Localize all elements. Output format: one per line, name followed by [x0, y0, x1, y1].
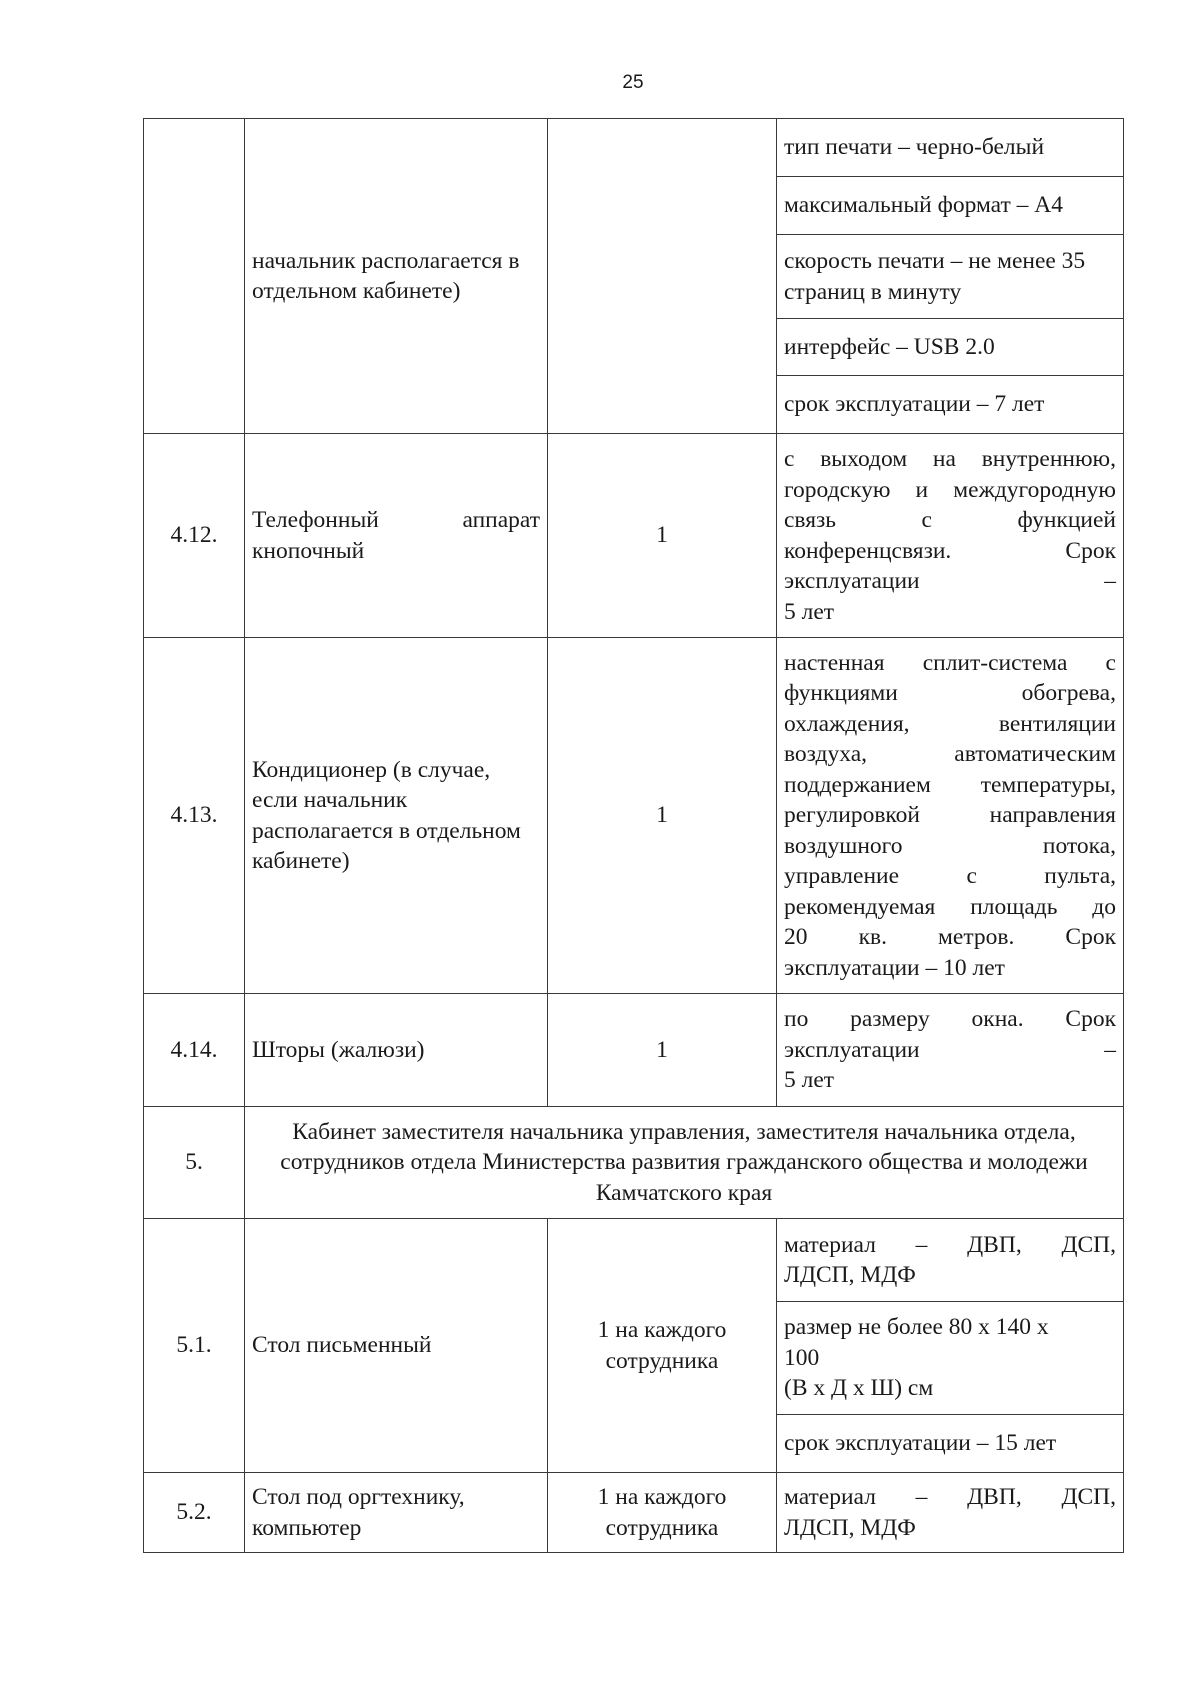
- table-row: [144, 994, 1124, 1107]
- page-number: 25: [622, 72, 644, 93]
- spec-cell: [777, 994, 1124, 1107]
- spec-line: эксплуатации – 10 лет: [784, 954, 1005, 981]
- spec-line: 100: [784, 1344, 820, 1371]
- item-name-line: кнопочный: [252, 537, 365, 564]
- spec-line: эксплуатации –: [784, 1036, 1116, 1063]
- spec-cell: интерфейс – USB 2.0: [777, 319, 1124, 376]
- item-name-cell: Стол под оргтехнику, компьютер: [245, 1473, 548, 1553]
- spec-line: 5 лет: [784, 1067, 835, 1094]
- qty-cell: [548, 119, 777, 434]
- item-name-cell: Кондиционер (в случае, если начальник располагается в отдельном кабинете): [245, 638, 548, 994]
- spec-cell: [777, 434, 1124, 638]
- qty-cell: 1: [548, 638, 777, 994]
- spec-line: рекомендуемая площадь до: [784, 893, 1116, 920]
- table-row: [144, 1219, 1124, 1302]
- row-number: 4.14.: [144, 994, 245, 1107]
- spec-cell: [777, 1473, 1124, 1553]
- spec-line: городскую и междугородную: [784, 476, 1116, 503]
- spec-line: управление с пульта,: [784, 863, 1116, 890]
- spec-cell: [777, 1219, 1124, 1302]
- spec-line: размер не более 80 х 140 х: [784, 1314, 1049, 1341]
- item-name-line: Телефонный аппарат: [252, 507, 540, 533]
- spec-line: настенная сплит-система с: [784, 649, 1116, 676]
- spec-line: (В х Д х Ш) см: [784, 1375, 934, 1402]
- spec-cell: тип печати – черно-белый: [777, 119, 1124, 177]
- row-number: 4.12.: [144, 434, 245, 638]
- item-name-cell: Шторы (жалюзи): [245, 994, 548, 1107]
- spec-cell: скорость печати – не менее 35 страниц в минуту: [777, 235, 1124, 319]
- spec-line: регулировкой направления: [784, 802, 1116, 829]
- section-title: Кабинет заместителя начальника управления, заместителя начальника отдела, сотрудников отдела Министерства развития гражданского общества и молодежи Камчатского края: [245, 1107, 1124, 1219]
- spec-line: конференцсвязи. Срок: [784, 537, 1116, 564]
- qty-cell: 1: [548, 994, 777, 1107]
- spec-line: ЛДСП, МДФ: [784, 1514, 916, 1541]
- spec-cell: максимальный формат – А4: [777, 177, 1124, 235]
- qty-cell: 1: [548, 434, 777, 638]
- spec-line: ЛДСП, МДФ: [784, 1262, 916, 1288]
- item-name-cell: Стол письменный: [245, 1219, 548, 1473]
- num-cell: [144, 119, 245, 434]
- row-number: 4.13.: [144, 638, 245, 994]
- section-row: [144, 1107, 1124, 1219]
- spec-line: 5 лет: [784, 598, 835, 625]
- spec-cell: срок эксплуатации – 15 лет: [777, 1415, 1124, 1473]
- spec-line: по размеру окна. Срок: [784, 1006, 1116, 1033]
- spec-line: 20 кв. метров. Срок: [784, 924, 1116, 951]
- qty-cell: 1 на каждого сотрудника: [548, 1219, 777, 1473]
- item-name-cell: [245, 434, 548, 638]
- spec-cell: [777, 1302, 1124, 1415]
- spec-line: воздушного потока,: [784, 832, 1116, 859]
- table-row: [144, 638, 1124, 994]
- row-number: 5.: [144, 1107, 245, 1219]
- spec-line: эксплуатации –: [784, 568, 1116, 594]
- spec-line: связь с функцией: [784, 507, 1116, 533]
- spec-line: воздуха, автоматическим: [784, 741, 1116, 768]
- spec-line: охлаждения, вентиляции: [784, 710, 1116, 737]
- row-number: 5.1.: [144, 1219, 245, 1473]
- equipment-table: [143, 118, 1124, 1553]
- spec-line: материал – ДВП, ДСП,: [784, 1231, 1116, 1258]
- spec-cell: [777, 638, 1124, 994]
- table-row: [144, 119, 1124, 177]
- table-row: [144, 1473, 1124, 1553]
- spec-line: функциями обогрева,: [784, 680, 1116, 707]
- table-row: [144, 434, 1124, 638]
- spec-line: с выходом на внутреннюю,: [784, 446, 1116, 472]
- qty-cell: 1 на каждого сотрудника: [548, 1473, 777, 1553]
- spec-cell: срок эксплуатации – 7 лет: [777, 376, 1124, 434]
- item-name-cell: начальник располагается в отдельном кабинете): [245, 119, 548, 434]
- spec-line: поддержанием температуры,: [784, 771, 1116, 798]
- row-number: 5.2.: [144, 1473, 245, 1553]
- spec-line: материал – ДВП, ДСП,: [784, 1484, 1116, 1510]
